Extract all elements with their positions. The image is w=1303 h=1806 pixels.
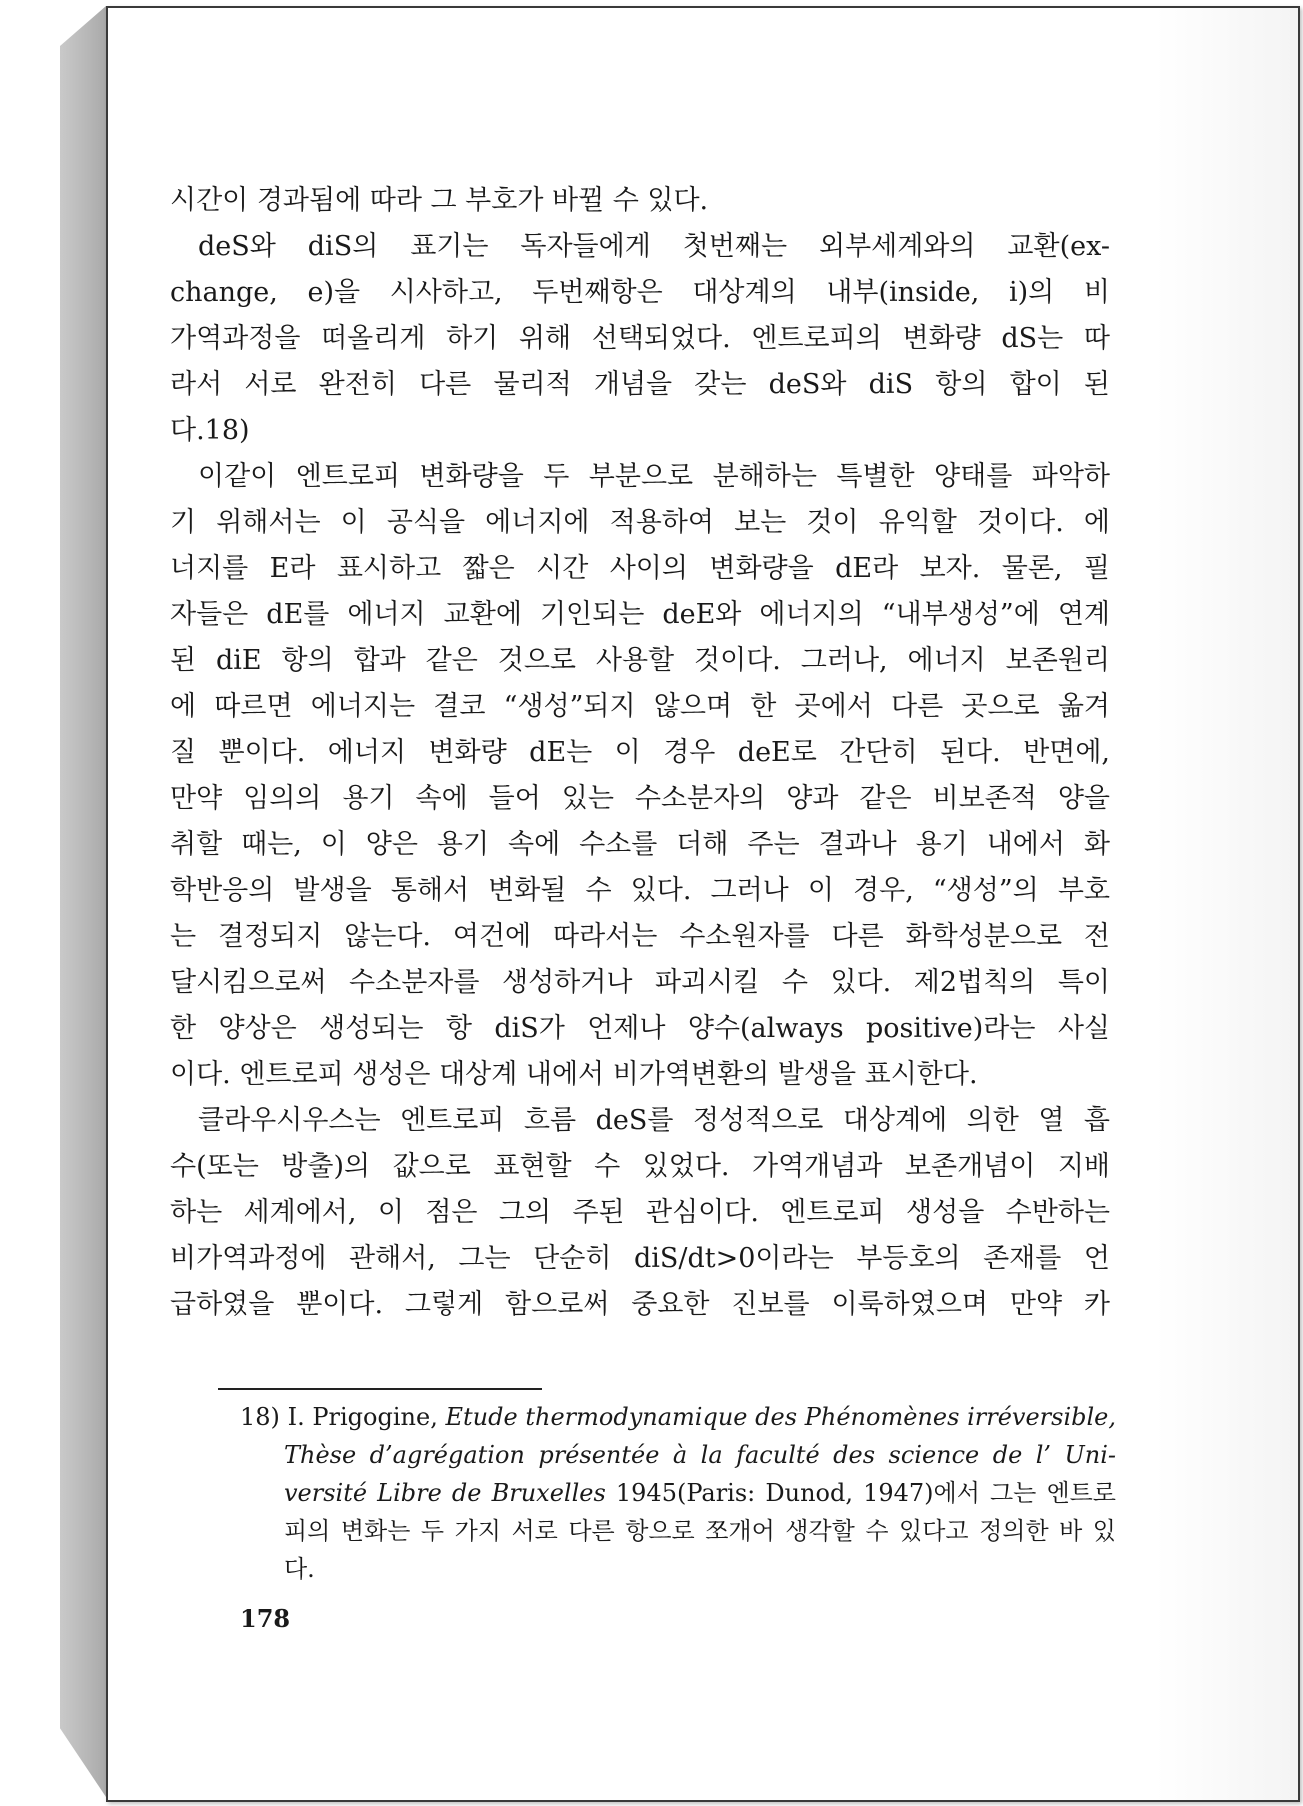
footnote-author: I. Prigogine, — [287, 1403, 438, 1431]
body-line: deS와 diS의 표기는 독자들에게 첫번째는 외부세계와의 교환(ex- — [198, 231, 1110, 262]
body-line: 한 양상은 생성되는 항 diS가 언제나 양수(always positive)라는 사실 — [170, 1013, 1110, 1044]
footnote-title: Thèse d’agrégation présentée à la faculté des science de l’ Uni- — [284, 1441, 1116, 1469]
body-line: 기 위해서는 이 공식을 에너지에 적용하여 보는 것이 유익할 것이다. 에 — [170, 507, 1110, 538]
footnote-title: Etude thermodynamique des Phénomènes irréversible, — [445, 1403, 1116, 1431]
body-line: 라서 서로 완전히 다른 물리적 개념을 갖는 deS와 diS 항의 합이 된 — [170, 369, 1110, 400]
body-line: 하는 세계에서, 이 점은 그의 주된 관심이다. 엔트로피 생성을 수반하는 — [170, 1197, 1110, 1228]
body-line: 비가역과정에 관해서, 그는 단순히 diS/dt>0이라는 부등호의 존재를 언 — [170, 1243, 1110, 1274]
body-line: 너지를 E라 표시하고 짧은 시간 사이의 변화량을 dE라 보자. 물론, 필 — [170, 553, 1110, 584]
body-line: change, e)을 시사하고, 두번째항은 대상계의 내부(inside, i)의 비 — [170, 277, 1110, 308]
footnote-title: versité Libre de Bruxelles — [284, 1479, 606, 1507]
body-line: 달시킴으로써 수소분자를 생성하거나 파괴시킬 수 있다. 제2법칙의 특이 — [170, 967, 1110, 998]
body-line: 된 diE 항의 합과 같은 것으로 사용할 것이다. 그러나, 에너지 보존원리 — [170, 645, 1110, 676]
footnote-marker: 18) — [240, 1403, 280, 1431]
body-line: 자들은 dE를 에너지 교환에 기인되는 deE와 에너지의 “내부생성”에 연계 — [170, 599, 1110, 630]
body-line: 는 결정되지 않는다. 여건에 따라서는 수소원자를 다른 화학성분으로 전 — [170, 921, 1110, 952]
body-line: 취할 때는, 이 양은 용기 속에 수소를 더해 주는 결과나 용기 내에서 화 — [170, 829, 1110, 860]
footnote-line: 피의 변화는 두 가지 서로 다른 항으로 쪼개어 생각할 수 있다고 정의한 바 있 — [284, 1517, 1116, 1545]
body-line: 수(또는 방출)의 값으로 표현할 수 있었다. 가역개념과 보존개념이 지배 — [170, 1151, 1110, 1182]
footnote-rule — [218, 1388, 542, 1390]
body-line: 만약 임의의 용기 속에 들어 있는 수소분자의 양과 같은 비보존적 양을 — [170, 783, 1110, 814]
body-line: 급하였을 뿐이다. 그렇게 함으로써 중요한 진보를 이룩하였으며 만약 카 — [170, 1289, 1110, 1320]
body-line: 시간이 경과됨에 따라 그 부호가 바뀔 수 있다. — [170, 185, 709, 216]
footnote-line: 다. — [284, 1555, 315, 1583]
footnote — [240, 1398, 1116, 1588]
page-number: 178 — [240, 1604, 291, 1633]
body-line: 다.18) — [170, 415, 250, 446]
body-line: 이다. 엔트로피 생성은 대상계 내에서 비가역변환의 발생을 표시한다. — [170, 1059, 978, 1090]
body-line: 학반응의 발생을 통해서 변화될 수 있다. 그러나 이 경우, “생성”의 부호 — [170, 875, 1110, 906]
body-line: 에 따르면 에너지는 결코 “생성”되지 않으며 한 곳에서 다른 곳으로 옮겨 — [170, 691, 1110, 722]
body-line: 질 뿐이다. 에너지 변화량 dE는 이 경우 deE로 간단히 된다. 반면에, — [170, 737, 1110, 768]
footnote-publication: 1945(Paris: Dunod, 1947)에서 그는 엔트로 — [615, 1479, 1116, 1507]
footnote-line — [240, 1436, 1116, 1474]
body-line: 클라우시우스는 엔트로피 흐름 deS를 정성적으로 대상계에 의한 열 흡 — [198, 1105, 1110, 1136]
footnote-line — [240, 1474, 1116, 1512]
body-line: 가역과정을 떠올리게 하기 위해 선택되었다. 엔트로피의 변화량 dS는 따 — [170, 323, 1110, 354]
footnote-line — [240, 1398, 1116, 1436]
book-spine — [60, 6, 108, 1800]
body-text — [170, 178, 1110, 1328]
body-line: 이같이 엔트로피 변화량을 두 부분으로 분해하는 특별한 양태를 파악하 — [198, 461, 1110, 492]
